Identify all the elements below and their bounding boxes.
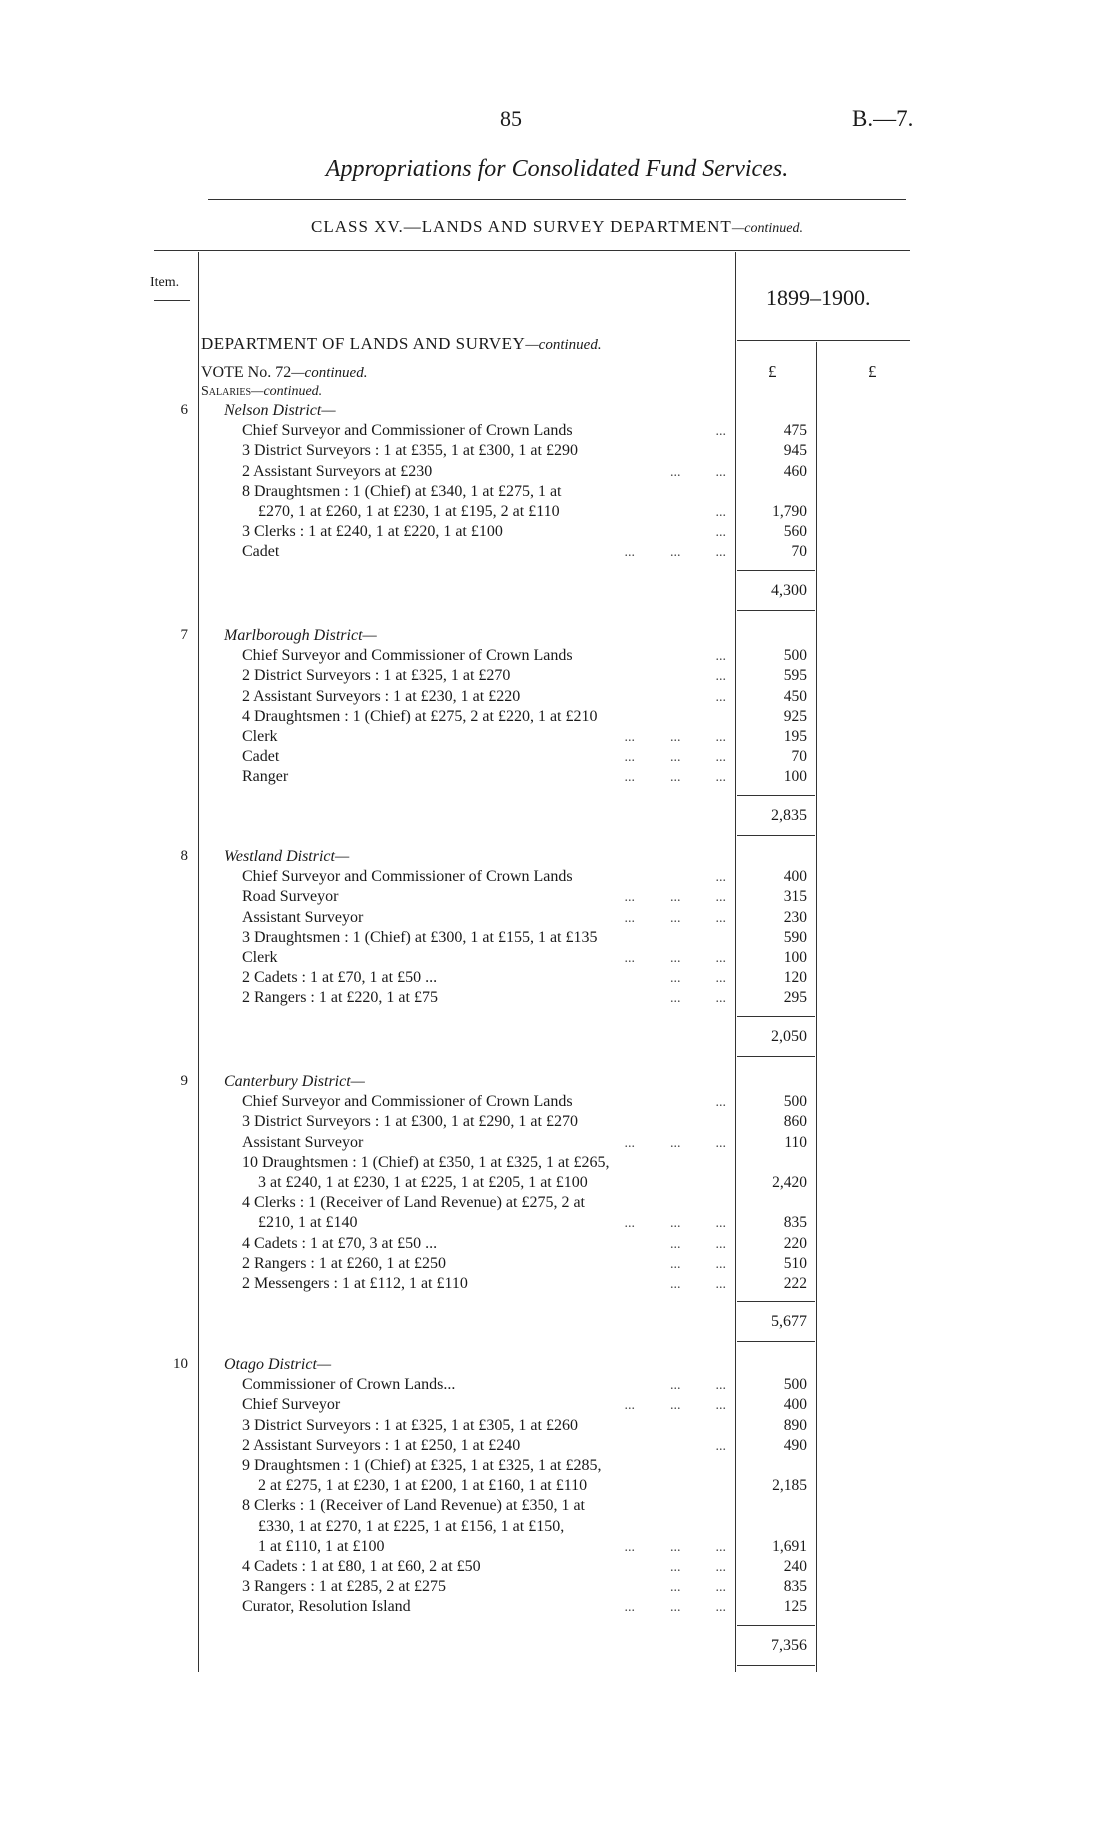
district-total: 5,677 xyxy=(771,1313,807,1331)
leader-dots: ... ... ... xyxy=(624,730,726,745)
item-column-rule xyxy=(198,252,199,1672)
line-amount: 450 xyxy=(783,687,807,705)
line-amount: 500 xyxy=(783,647,807,665)
salary-line: Assistant Surveyor xyxy=(242,908,364,926)
line-amount: 295 xyxy=(783,989,807,1007)
district-total: 2,050 xyxy=(771,1027,807,1045)
line-amount: 835 xyxy=(783,1578,807,1596)
leader-dots: ... ... xyxy=(670,1277,726,1292)
leader-dots: ... ... xyxy=(670,1256,726,1272)
line-amount: 500 xyxy=(783,1376,807,1394)
salary-line: 2 Rangers : 1 at £220, 1 at £75 xyxy=(242,989,438,1007)
salary-line: 2 at £275, 1 at £230, 1 at £200, 1 at £160, 1 at £110 xyxy=(242,1477,588,1495)
line-amount: 220 xyxy=(783,1234,807,1252)
item-number: 9 xyxy=(180,1073,188,1089)
leader-dots: ... ... ... xyxy=(624,890,726,906)
subtotal-rule xyxy=(737,1625,815,1626)
leader-dots: ... ... ... xyxy=(624,545,726,561)
line-amount: 890 xyxy=(783,1416,807,1434)
line-amount: 1,691 xyxy=(772,1537,807,1555)
item-number: 6 xyxy=(180,402,188,418)
salary-line: 10 Draughtsmen : 1 (Chief) at £350, 1 at £325, 1 at £265, xyxy=(242,1153,610,1171)
total-rule xyxy=(737,610,815,611)
salary-line: 2 Assistant Surveyors : 1 at £250, 1 at £240 xyxy=(242,1436,521,1454)
line-amount: 475 xyxy=(783,422,807,440)
salary-line: 3 Draughtsmen : 1 (Chief) at £300, 1 at £155, 1 at £135 xyxy=(242,928,598,946)
line-amount: 945 xyxy=(783,442,807,460)
salary-line: Cadet xyxy=(242,543,280,561)
salary-line: 9 Draughtsmen : 1 (Chief) at £325, 1 at £325, 1 at £285, xyxy=(242,1457,602,1474)
leader-dots: ... xyxy=(715,505,726,520)
subtotal-rule xyxy=(737,570,815,571)
line-amount: 595 xyxy=(783,667,807,685)
subtotal-rule xyxy=(737,1301,815,1302)
salary-line: 3 Rangers : 1 at £285, 2 at £275 xyxy=(242,1578,446,1596)
salary-line: £330, 1 at £270, 1 at £225, 1 at £156, 1 at £150, xyxy=(242,1517,565,1535)
year-column-header: 1899–1900. xyxy=(766,285,871,310)
line-amount: 2,420 xyxy=(772,1174,807,1191)
total-rule xyxy=(737,1341,815,1342)
line-amount: 230 xyxy=(783,908,807,926)
salary-line: 2 Cadets : 1 at £70, 1 at £50 ... xyxy=(242,969,438,987)
line-amount: 500 xyxy=(783,1093,807,1111)
leader-dots: ... ... xyxy=(670,1378,726,1394)
leader-dots: ... ... ... xyxy=(624,770,726,786)
salary-line: 4 Cadets : 1 at £80, 1 at £60, 2 at £50 xyxy=(242,1558,481,1575)
line-amount: 120 xyxy=(783,969,807,987)
line-amount: 925 xyxy=(783,707,807,725)
line-amount: 195 xyxy=(783,728,807,745)
leader-dots: ... xyxy=(715,1438,726,1454)
district-title: Otago District— xyxy=(224,1356,332,1373)
salaries-heading: Salaries—continued. xyxy=(201,384,323,399)
salary-line: 1 at £110, 1 at £100 xyxy=(242,1537,385,1555)
page-title: Appropriations for Consolidated Fund Services. xyxy=(325,156,789,182)
salary-line: £210, 1 at £140 xyxy=(242,1214,358,1232)
district-total: 7,356 xyxy=(771,1636,807,1654)
salary-line: 3 District Surveyors : 1 at £300, 1 at £290, 1 at £270 xyxy=(242,1113,578,1131)
leader-dots: ... ... ... xyxy=(624,1398,726,1414)
salary-line: 3 Clerks : 1 at £240, 1 at £220, 1 at £100 xyxy=(242,523,503,541)
salary-line: 8 Clerks : 1 (Receiver of Land Revenue) at £350, 1 at xyxy=(242,1497,585,1515)
salary-line: 2 Messengers : 1 at £112, 1 at £110 xyxy=(242,1275,468,1292)
subtotal-rule xyxy=(737,1016,815,1017)
salary-line: 8 Draughtsmen : 1 (Chief) at £340, 1 at £275, 1 at xyxy=(242,482,562,500)
total-rule xyxy=(737,1056,815,1057)
line-amount: 70 xyxy=(791,748,807,766)
total-rule xyxy=(737,1665,815,1666)
line-amount: 590 xyxy=(783,928,807,946)
leader-dots: ... xyxy=(715,649,726,665)
salary-line: Clerk xyxy=(242,728,278,745)
document-reference: B.—7. xyxy=(852,106,914,131)
leader-dots: ... xyxy=(715,669,726,685)
page-number: 85 xyxy=(500,106,522,131)
salary-line: Commissioner of Crown Lands... xyxy=(242,1376,456,1394)
item-number: 10 xyxy=(173,1356,188,1372)
line-amount: 315 xyxy=(783,888,807,906)
salary-line: Chief Surveyor and Commissioner of Crown Lands xyxy=(242,647,573,665)
salary-line: Curator, Resolution Island xyxy=(242,1598,411,1616)
line-amount: 490 xyxy=(783,1436,807,1454)
table-top-rule xyxy=(154,250,910,251)
leader-dots: ... ... ... xyxy=(624,1216,726,1232)
item-column-header: Item. xyxy=(150,275,180,290)
leader-dots: ... ... ... xyxy=(624,910,726,926)
salary-line: Road Surveyor xyxy=(242,888,339,906)
line-amount: 100 xyxy=(783,768,807,786)
district-total: 2,835 xyxy=(771,806,807,824)
salary-line: Assistant Surveyor xyxy=(242,1133,364,1151)
salary-line: Cadet xyxy=(242,748,280,766)
leader-dots: ... ... xyxy=(670,1236,726,1252)
leader-dots: ... ... ... xyxy=(624,750,726,766)
salary-line: £270, 1 at £260, 1 at £230, 1 at £195, 2 at £110 xyxy=(242,503,560,520)
leader-dots: ... ... xyxy=(670,1580,726,1596)
leader-dots: ... xyxy=(715,1095,726,1111)
line-amount: 460 xyxy=(783,462,807,480)
leader-dots: ... xyxy=(715,525,726,541)
currency-header-col1: £ xyxy=(768,362,777,381)
item-header-underline xyxy=(154,300,190,301)
item-number: 8 xyxy=(180,848,188,864)
salary-line: 3 District Surveyors : 1 at £325, 1 at £305, 1 at £260 xyxy=(242,1416,578,1434)
line-amount: 560 xyxy=(783,523,807,541)
salary-line: Chief Surveyor and Commissioner of Crown Lands xyxy=(242,422,573,440)
item-number: 7 xyxy=(180,627,188,643)
line-amount: 2,185 xyxy=(772,1477,807,1495)
salary-line: Chief Surveyor and Commissioner of Crown Lands xyxy=(242,868,573,886)
line-amount: 125 xyxy=(783,1598,807,1616)
line-amount: 70 xyxy=(791,543,807,561)
line-amount: 835 xyxy=(783,1214,807,1232)
leader-dots: ... xyxy=(715,689,726,705)
department-heading: DEPARTMENT OF LANDS AND SURVEY—continued. xyxy=(201,334,602,353)
leader-dots: ... ... ... xyxy=(624,1539,726,1555)
salary-line: 2 Assistant Surveyors : 1 at £230, 1 at £220 xyxy=(242,687,521,705)
leader-dots: ... ... xyxy=(670,991,726,1007)
leader-dots: ... ... ... xyxy=(624,1135,726,1151)
district-title: Canterbury District— xyxy=(224,1073,365,1090)
salary-line: Ranger xyxy=(242,768,289,786)
leader-dots: ... ... xyxy=(670,971,726,987)
salary-line: 2 District Surveyors : 1 at £325, 1 at £270 xyxy=(242,667,511,685)
salary-line: 2 Rangers : 1 at £260, 1 at £250 xyxy=(242,1254,446,1272)
title-rule xyxy=(208,199,906,200)
salary-line: Clerk xyxy=(242,949,278,966)
class-heading: CLASS XV.—LANDS AND SURVEY DEPARTMENT—continued. xyxy=(311,217,803,236)
leader-dots: ... xyxy=(715,870,726,886)
leader-dots: ... ... xyxy=(670,464,726,480)
district-title: Nelson District— xyxy=(224,402,336,419)
salary-line: 4 Clerks : 1 (Receiver of Land Revenue) at £275, 2 at xyxy=(242,1194,585,1212)
line-amount: 860 xyxy=(783,1113,807,1131)
subtotal-column-rule xyxy=(816,342,817,1672)
salary-line: 3 at £240, 1 at £230, 1 at £225, 1 at £205, 1 at £100 xyxy=(242,1174,588,1191)
salary-line: 3 District Surveyors : 1 at £355, 1 at £300, 1 at £290 xyxy=(242,442,578,460)
line-amount: 510 xyxy=(783,1254,807,1272)
leader-dots: ... ... ... xyxy=(624,951,726,966)
currency-header-col2: £ xyxy=(868,362,877,381)
line-amount: 1,790 xyxy=(772,503,807,520)
salary-line: Chief Surveyor and Commissioner of Crown Lands xyxy=(242,1093,573,1111)
leader-dots: ... ... xyxy=(670,1560,726,1575)
leader-dots: ... ... ... xyxy=(624,1600,726,1616)
subtotal-rule xyxy=(737,795,815,796)
district-title: Marlborough District— xyxy=(224,627,377,644)
line-amount: 240 xyxy=(783,1558,807,1575)
salary-line: 4 Draughtsmen : 1 (Chief) at £275, 2 at £220, 1 at £210 xyxy=(242,707,598,725)
year-header-rule xyxy=(737,340,910,341)
vote-heading: VOTE No. 72—continued. xyxy=(201,364,368,381)
line-amount: 400 xyxy=(783,868,807,886)
total-rule xyxy=(737,835,815,836)
line-amount: 110 xyxy=(784,1133,807,1151)
salary-line: 2 Assistant Surveyors at £230 xyxy=(242,462,433,480)
district-total: 4,300 xyxy=(771,581,807,599)
line-amount: 100 xyxy=(783,949,807,966)
district-title: Westland District— xyxy=(224,848,350,865)
salary-line: 4 Cadets : 1 at £70, 3 at £50 ... xyxy=(242,1234,438,1252)
leader-dots: ... xyxy=(715,424,726,440)
line-amount: 222 xyxy=(783,1275,807,1292)
salary-line: Chief Surveyor xyxy=(242,1396,341,1414)
line-amount: 400 xyxy=(783,1396,807,1414)
